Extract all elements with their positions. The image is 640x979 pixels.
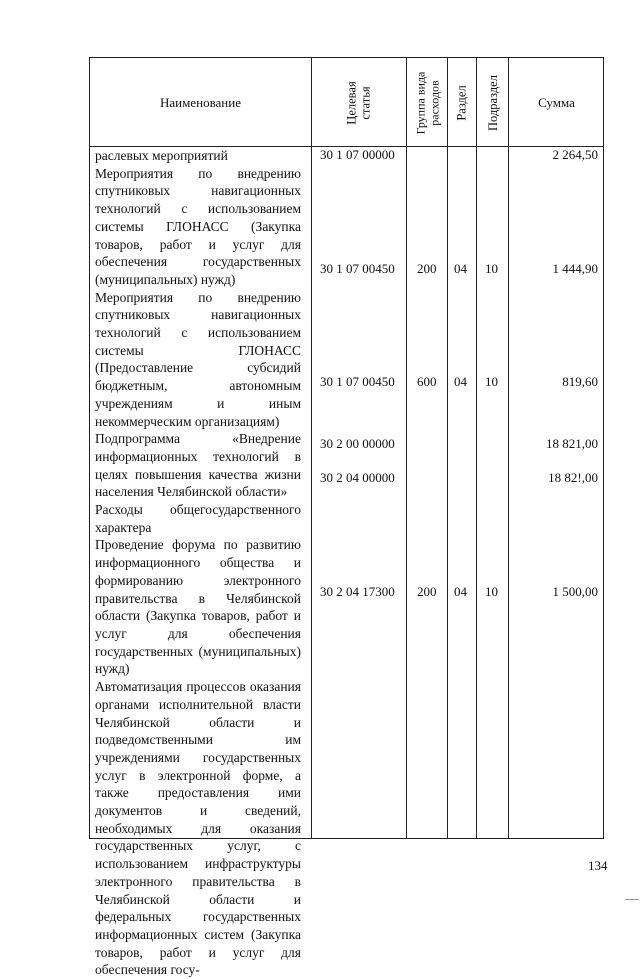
header-section — [448, 58, 476, 147]
scan-artifact — [625, 899, 639, 900]
sum-cell: 2 264,50 — [552, 147, 598, 162]
column-divider — [476, 58, 477, 838]
header-subsection — [477, 58, 508, 147]
header-target — [312, 58, 406, 147]
name-entry: Расходы общегосударственного характера — [95, 502, 301, 535]
code-cell: 30 2 00 00000 — [320, 436, 395, 451]
column-divider — [447, 58, 448, 838]
header-target-label: Целевая статья — [345, 80, 373, 125]
sum-cell: 18 821,00 — [546, 436, 598, 451]
sum-cell: 1 500,00 — [552, 584, 598, 599]
name-entry: раслевых мероприятий — [95, 148, 228, 163]
code-cell: 30 1 07 00450 — [320, 374, 395, 389]
subsection-cell: 10 — [485, 584, 498, 599]
column-divider — [406, 58, 407, 838]
column-divider — [508, 58, 509, 838]
sum-cell: 18 82!,00 — [548, 470, 598, 485]
name-entry: Подпрограмма «Внедрение информационных технологий в целях повышения качества жизни населения Челябинской области» — [95, 431, 301, 500]
header-section-label: Раздел — [455, 84, 470, 121]
section-cell: 04 — [454, 584, 467, 599]
section-cell: 04 — [454, 261, 467, 276]
code-cell: 30 2 04 00000 — [320, 470, 395, 485]
code-cell: 30 1 07 00450 — [320, 261, 395, 276]
name-entry: Мероприятия по внедрению спутниковых навигационных технологий с использованием системы ГЛОНАСС (Закупка товаров, работ и услуг для обеспечения государственных (муниципальных) нужд) — [95, 165, 301, 287]
group-cell: 200 — [417, 584, 437, 599]
name-entry: Проведение форума по развитию информационного общества и формированию электронного правительства в Челябинской области (Закупка товаров, работ и услуг для обеспечения государственных (муниципальных) нужд) — [95, 537, 301, 677]
group-cell: 600 — [417, 374, 437, 389]
code-cell: 30 1 07 00000 — [320, 147, 395, 162]
header-sum-label: Сумма — [538, 94, 575, 110]
sum-cell: 1 444,90 — [552, 261, 598, 276]
column-divider — [311, 58, 312, 838]
section-cell: 04 — [454, 374, 467, 389]
header-sum — [509, 58, 604, 147]
header-name — [90, 58, 311, 147]
header-name-label: Наименование — [160, 94, 241, 110]
group-cell: 200 — [417, 261, 437, 276]
header-group-label: Группа вида расходов — [413, 71, 441, 134]
code-cell: 30 2 04 17300 — [320, 584, 395, 599]
subsection-cell: 10 — [485, 374, 498, 389]
page-number: 134 — [588, 858, 608, 873]
sum-cell: 819,60 — [562, 374, 598, 389]
subsection-cell: 10 — [485, 261, 498, 276]
name-column — [95, 147, 301, 979]
header-subsection-label: Подраздел — [485, 74, 500, 131]
name-entry: Автоматизация процессов оказания органами исполнительной власти Челябинской области и подведомственными им учреждениями государственных услуг в электронной форме, а также предоставления ими документов и сведений, необходимых для оказания государственных услуг, с использованием инфраструктуры электронного правительства в Челябинской области и федеральных государственных информационных систем (Закупка товаров, работ и услуг для обеспечения госу- — [95, 679, 301, 978]
name-entry: Мероприятия по внедрению спутниковых навигационных технологий с использованием системы ГЛОНАСС (Предоставление субсидий бюджетным, автономным учреждениям и иным некоммерческим организациям) — [95, 289, 301, 429]
header-group — [407, 58, 447, 147]
